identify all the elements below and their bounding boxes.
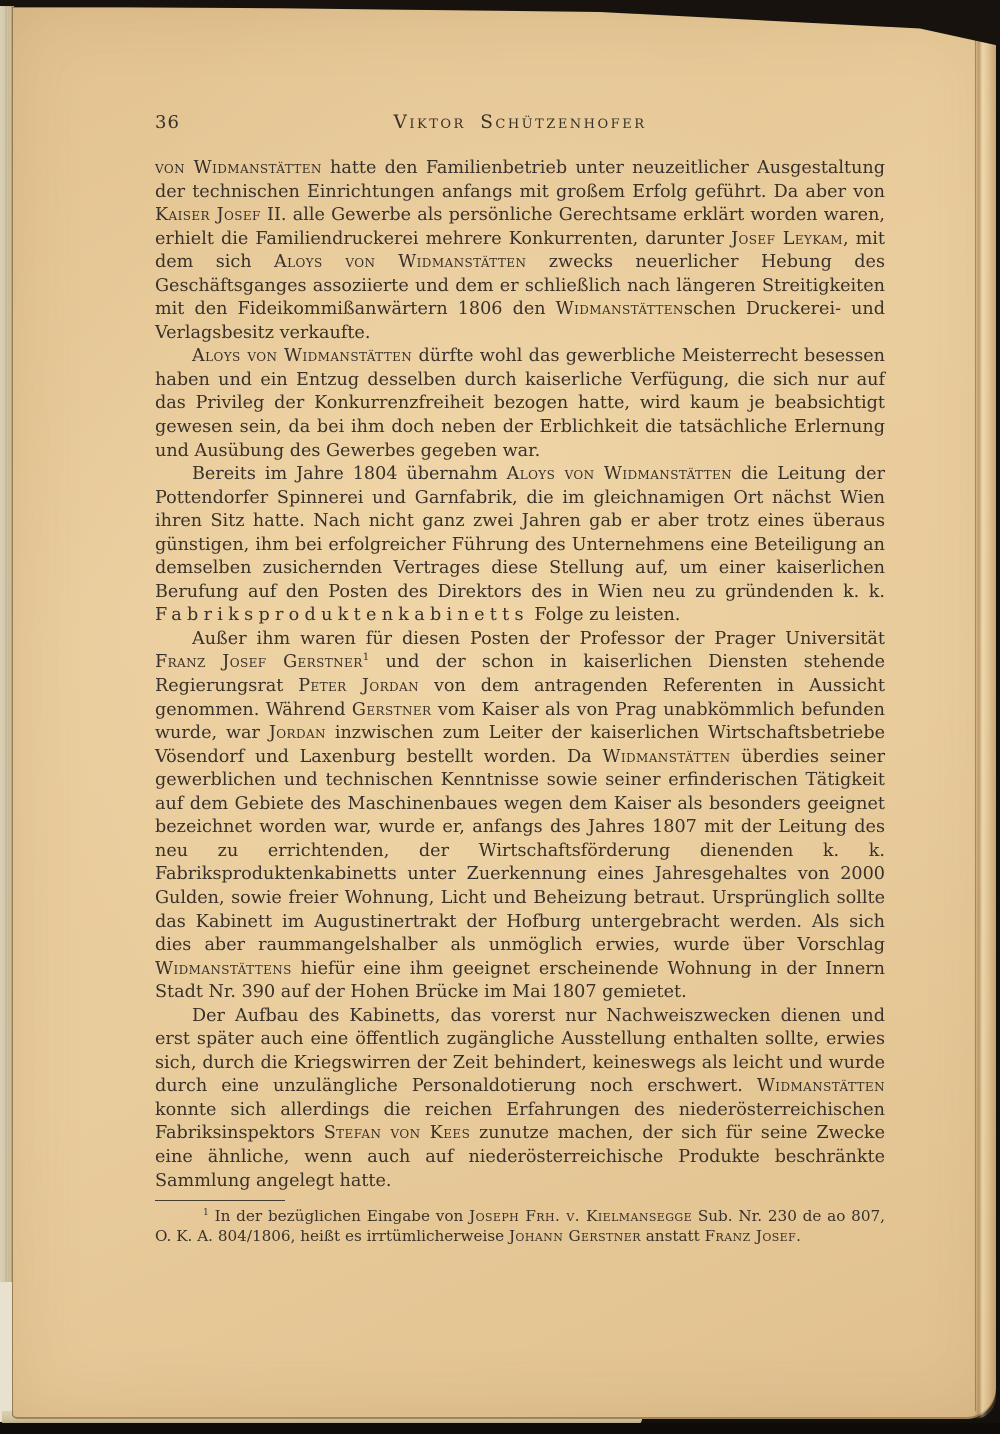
body-paragraph: Der Aufbau des Kabinetts, das vorerst nur Nachweiszwecken dienen und erst später auch eine öffentlich zugängliche Ausstellung enthalten sollte, erwies sich, durch die Kriegswirren der Zeit behindert, keineswegs als leicht und wurde durch eine unzulängliche Personaldotierung noch erschwert. Widmanstätten konnte sich allerdings die reichen Erfahrungen des niederösterreichischen Fabriksinspektors Stefan von Kees zunutze machen, der sich für seine Zwecke eine ähnliche, wenn auch auf niederösterreichische Produkte beschränkte Sammlung angelegt hatte. <box>155 1005 885 1191</box>
running-header: Viktor Schützenhofer <box>393 112 647 133</box>
text-block <box>155 112 885 1246</box>
footnote-paragraph: $^1$ In der bezüglichen Eingabe von Joseph Frh. v. Kielmansegge Sub. Nr. 230 de ao 807, O. K. A. 804/1806, heißt es irrtümlicherweise Johann Gerstner anstatt Franz Josef. <box>155 1207 885 1245</box>
body-paragraph: Bereits im Jahre 1804 übernahm Aloys von Widmanstätten die Leitung der Pottendorfer Spinnerei und Garnfabrik, die im gleichnamigen Ort nächst Wien ihren Sitz hatte. Nach nicht ganz zwei Jahren gab er aber trotz eines überaus günstigen, ihm bei erfolgreicher Führung des Unternehmens eine Beteiligung an demselben zusichernden Vertrages diese Stellung auf, um einer kaiserlichen Berufung auf den Posten des Direktors des in Wien neu zu gründenden k. k. Fabriksproduktenkabinetts Folge zu leisten. <box>155 464 885 626</box>
page-fold-shading <box>974 7 996 1419</box>
body-paragraph: Außer ihm waren für diesen Posten der Professor der Prager Universität Franz Josef Gerstner$^1$ und der schon in kaiserlichen Diensten stehende Regierungsrat Peter Jordan von dem antragenden Referenten in Aussicht genommen. Während Gerstner vom Kaiser als von Prag unabkömmlich befunden wurde, war Jordan inzwischen zum Leiter der kaiserlichen Wirtschaftsbetriebe Vösendorf und Laxenburg bestellt worden. Da Widmanstätten überdies seiner gewerblichen und technischen Kenntnisse sowie seiner erfinderischen Tätigkeit auf dem Gebiete des Maschinenbaues wegen dem Kaiser als besonders geeignet bezeichnet worden war, wurde er, anfangs des Jahres 1807 mit der Leitung des neu zu errichtenden, der Wirtschaftsförderung dienenden k. k. Fabriksproduktenkabinetts unter Zuerkennung eines Jahresgehaltes von 2000 Gulden, sowie freier Wohnung, Licht und Beheizung betraut. Ursprünglich sollte das Kabinett im Augustinertrakt der Hofburg untergebracht werden. Als sich dies aber raummangelshalber als unmöglich erwies, wurde über Vorschlag Widmanstättens hiefür eine ihm geeignet erscheinende Wohnung in der Innern Stadt Nr. 390 auf der Hohen Brücke im Mai 1807 gemietet. <box>155 628 885 1003</box>
page-number: 36 <box>155 112 180 133</box>
body-text <box>155 157 885 1193</box>
book-page <box>12 7 996 1419</box>
footnote-rule <box>155 1200 285 1201</box>
body-paragraph: von Widmanstätten hatte den Familienbetrieb unter neuzeitlicher Ausgestaltung der technischen Einrichtungen anfangs mit großem Erfolg geführt. Da aber von Kaiser Josef II. alle Gewerbe als persönliche Gerechtsame erklärt worden waren, erhielt die Familiendruckerei mehrere Konkurrenten, darunter Josef Leykam, mit dem sich Aloys von Widmanstätten zwecks neuerlicher Hebung des Geschäftsganges assoziierte und dem er schließlich nach längeren Streitigkeiten mit den Fideikommißanwärtern 1806 den Widmanstättenschen Druckerei- und Verlagsbesitz verkaufte. <box>155 158 886 343</box>
dark-background-bottom <box>0 1423 1000 1434</box>
page-fold-line <box>975 25 977 1411</box>
footnote <box>155 1200 885 1246</box>
footnote-text <box>155 1207 885 1246</box>
page-header <box>155 112 885 138</box>
body-paragraph: Aloys von Widmanstätten dürfte wohl das gewerbliche Meisterrecht besessen haben und ein Entzug desselben durch kaiserliche Verfügung, die sich nur auf das Privileg der Konkurrenzfreiheit bezogen hatte, wird kaum je beabsichtigt gewesen sein, da bei ihm doch neben der Erblichkeit die tatsächliche Erlernung und Ausübung des Gewerbes gegeben war. <box>155 346 885 461</box>
